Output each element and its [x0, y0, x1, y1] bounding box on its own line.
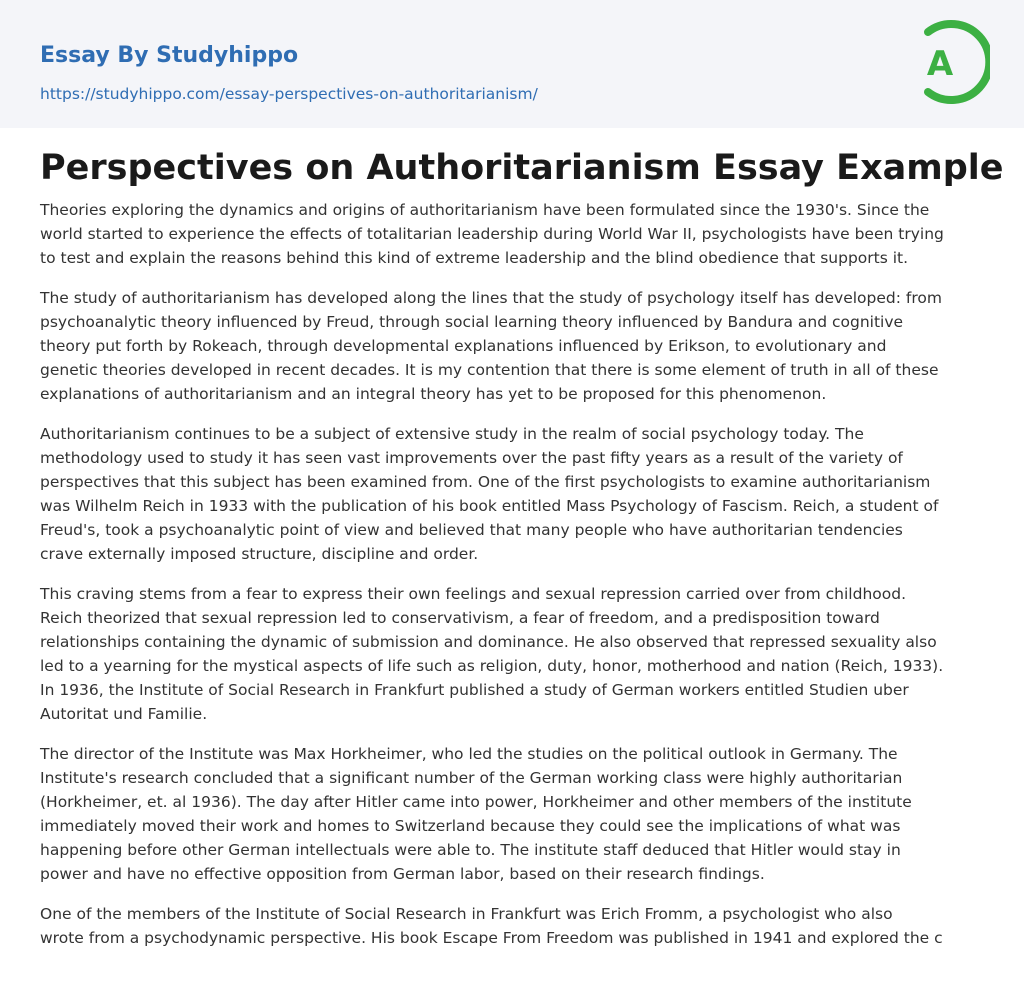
paragraph-line: Authoritarianism continues to be a subject of extensive study in the realm of social psychology today. The	[40, 425, 864, 443]
paragraph-line: led to a yearning for the mystical aspects of life such as religion, duty, honor, motherhood and nation (Reich, 1933).	[40, 657, 944, 675]
essay-paragraph	[40, 902, 990, 950]
essay-paragraph	[40, 198, 990, 270]
paragraph-line: genetic theories developed in recent decades. It is my contention that there is some element of truth in all of these	[40, 361, 939, 379]
paragraph-line: happening before other German intellectuals were able to. The institute staff deduced that Hitler would stay in	[40, 841, 901, 859]
paragraph-line: immediately moved their work and homes to Switzerland because they could see the implications of what was	[40, 817, 901, 835]
paragraph-line: theory put forth by Rokeach, through developmental explanations influenced by Erikson, to evolutionary and	[40, 337, 887, 355]
paragraph-line: (Horkheimer, et. al 1936). The day after Hitler came into power, Horkheimer and other members of the institute	[40, 793, 912, 811]
page-title: Perspectives on Authoritarianism Essay Example	[40, 148, 1004, 188]
circle-a-logo-icon[interactable]	[904, 18, 990, 106]
paragraph-line: The study of authoritarianism has developed along the lines that the study of psychology itself has developed: from	[40, 289, 942, 307]
essay-paragraph	[40, 582, 990, 726]
paragraph-line: relationships containing the dynamic of submission and dominance. He also observed that repressed sexuality also	[40, 633, 937, 651]
paragraph-line: In 1936, the Institute of Social Research in Frankfurt published a study of German workers entitled Studien uber	[40, 681, 909, 699]
paragraph-line: The director of the Institute was Max Horkheimer, who led the studies on the political outlook in Germany. The	[40, 745, 898, 763]
source-url-link[interactable]: https://studyhippo.com/essay-perspectives-on-authoritarianism/	[40, 85, 538, 103]
paragraph-line: One of the members of the Institute of Social Research in Frankfurt was Erich Fromm, a psychologist who also	[40, 905, 893, 923]
paragraph-line: world started to experience the effects of totalitarian leadership during World War II, psychologists have been trying	[40, 225, 944, 243]
paragraph-line: methodology used to study it has seen vast improvements over the past fifty years as a result of the variety of	[40, 449, 903, 467]
paragraph-line: Theories exploring the dynamics and origins of authoritarianism have been formulated since the 1930's. Since the	[40, 201, 930, 219]
paragraph-line: Institute's research concluded that a significant number of the German working class were highly authoritarian	[40, 769, 903, 787]
paragraph-line: was Wilhelm Reich in 1933 with the publication of his book entitled Mass Psychology of Fascism. Reich, a student of	[40, 497, 939, 515]
site-brand[interactable]: Essay By Studyhippo	[40, 43, 299, 68]
paragraph-line: to test and explain the reasons behind this kind of extreme leadership and the blind obedience that supports it.	[40, 249, 909, 267]
essay-paragraph	[40, 422, 990, 566]
paragraph-line: Autoritat und Familie.	[40, 705, 208, 723]
page-header	[0, 0, 1024, 128]
logo-letter: A	[926, 44, 954, 84]
essay-paragraph	[40, 286, 990, 406]
paragraph-line: This craving stems from a fear to express their own feelings and sexual repression carried over from childhood.	[40, 585, 907, 603]
paragraph-line: explanations of authoritarianism and an integral theory has yet to be proposed for this phenomenon.	[40, 385, 827, 403]
paragraph-line: perspectives that this subject has been examined from. One of the first psychologists to examine authoritarianism	[40, 473, 931, 491]
essay-paragraph	[40, 742, 990, 886]
essay-content	[40, 144, 1004, 966]
paragraph-line: Reich theorized that sexual repression led to conservativism, a fear of freedom, and a predisposition toward	[40, 609, 880, 627]
paragraph-line: crave externally imposed structure, discipline and order.	[40, 545, 479, 563]
paragraph-line: Freud's, took a psychoanalytic point of view and believed that many people who have authoritarian tendencies	[40, 521, 903, 539]
paragraph-line: wrote from a psychodynamic perspective. His book Escape From Freedom was published in 1941 and explored the c	[40, 929, 943, 947]
paragraph-line: psychoanalytic theory influenced by Freud, through social learning theory influenced by Bandura and cognitive	[40, 313, 904, 331]
paragraph-line: power and have no effective opposition from German labor, based on their research findings.	[40, 865, 765, 883]
